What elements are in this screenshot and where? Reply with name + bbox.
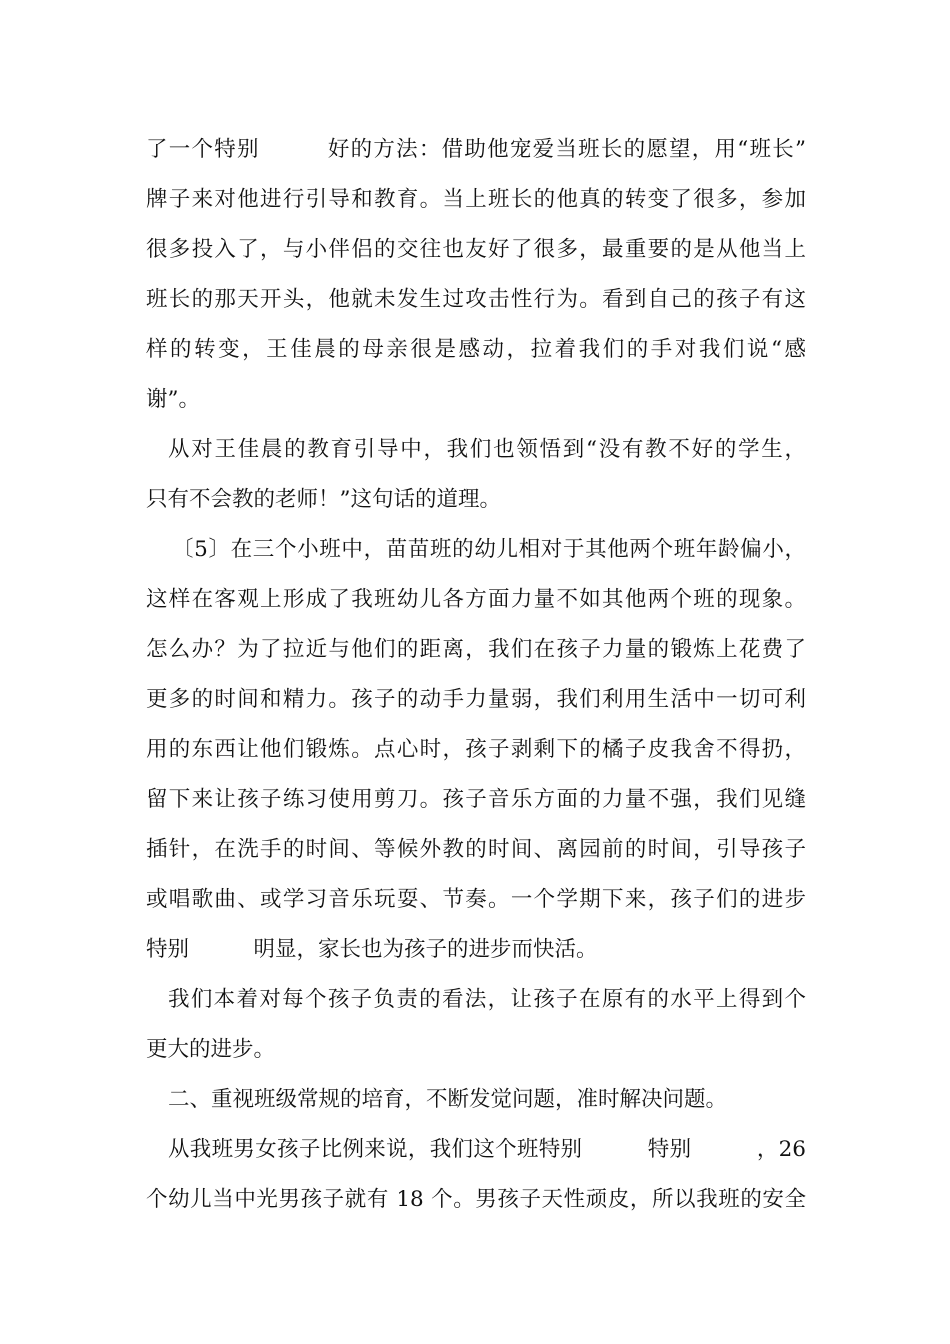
- text-line: 谢”。: [146, 387, 200, 412]
- text-line: 从我班男女孩子比例来说，我们这个班特别 特别 ，26: [168, 1137, 806, 1162]
- text-line: 用的东西让他们锻炼。点心时，孩子剥剩下的橘子皮我舍不得扔，: [146, 737, 806, 762]
- text-line: 个幼儿当中光男孩子就有 18 个。男孩子天性顽皮，所以我班的安全: [146, 1187, 806, 1212]
- section-heading: 二、重视班级常规的培育，不断发觉问题，准时解决问题。: [168, 1087, 728, 1112]
- text-line: 样的转变，王佳晨的母亲很是感动，拉着我们的手对我们说“感: [146, 337, 806, 362]
- text-line: 了一个特别 好的方法：借助他宠爱当班长的愿望，用“班长”: [146, 137, 806, 162]
- text-line: 〔5〕在三个小班中，苗苗班的幼儿相对于其他两个班年龄偏小，: [172, 537, 806, 562]
- text-line: 插针，在洗手的时间、等候外教的时间、离园前的时间，引导孩子: [146, 837, 806, 862]
- text-line: 牌子来对他进行引导和教育。当上班长的他真的转变了很多，参加: [146, 187, 806, 212]
- text-line: 怎么办？为了拉近与他们的距离，我们在孩子力量的锻炼上花费了: [146, 637, 806, 662]
- text-line: 留下来让孩子练习使用剪刀。孩子音乐方面的力量不强，我们见缝: [146, 787, 806, 812]
- text-line: 只有不会教的老师！”这句话的道理。: [146, 487, 501, 512]
- text-line: 特别 明显，家长也为孩子的进步而快活。: [146, 937, 598, 962]
- text-line: 更大的进步。: [146, 1037, 276, 1062]
- text-line: 或唱歌曲、或学习音乐玩耍、节奏。一个学期下来，孩子们的进步: [146, 887, 806, 912]
- text-line: 更多的时间和精力。孩子的动手力量弱，我们利用生活中一切可利: [146, 687, 806, 712]
- text-line: 从对王佳晨的教育引导中，我们也领悟到“没有教不好的学生，: [168, 437, 806, 462]
- text-line: 很多投入了，与小伴侣的交往也友好了很多，最重要的是从他当上: [146, 237, 806, 262]
- text-line: 我们本着对每个孩子负责的看法，让孩子在原有的水平上得到个: [168, 987, 806, 1012]
- text-line: 班长的那天开头，他就未发生过攻击性行为。看到自己的孩子有这: [146, 287, 806, 312]
- text-line: 这样在客观上形成了我班幼儿各方面力量不如其他两个班的现象。: [146, 587, 806, 612]
